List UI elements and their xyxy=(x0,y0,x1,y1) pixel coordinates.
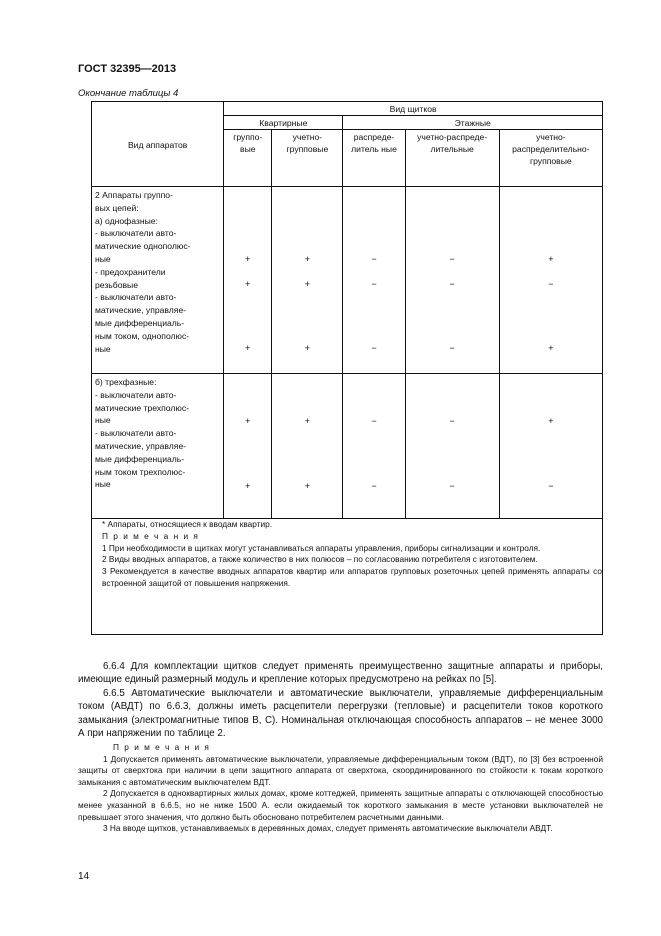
section-notes xyxy=(78,742,603,835)
paragraph-6-6-5: 6.6.5 Автоматические выключатели и автоматические выключатели, управляемые дифференциальным током (АВДТ) по 6.6.3, должны иметь расцепители перегрузки (тепловые) и расцепители токов короткого замыкания (электромагнитные типов В, С). Номинальная отключающая способность аппаратов – не менее 3000 А при напряжении по таблице 2. xyxy=(78,687,603,740)
standard-header: ГОСТ 32395—2013 xyxy=(78,63,177,75)
table-cell-mark: − xyxy=(449,343,455,353)
table-cell-mark: + xyxy=(548,254,554,264)
device-line: матические, управляе- xyxy=(95,305,187,316)
table-row xyxy=(92,374,603,519)
section-note-1: 1 Допускается применять автоматические выключатели, управляемые дифференциальным током (ВДТ), по [3] без встроенной защиты от сверхтока при наличии в цепи защитного аппарата от сверхтока, скоординированного по стойкости к токам короткого замыкания с автоматическим выключателем ВДТ. xyxy=(78,753,603,787)
col-header-group: группо- вые xyxy=(224,130,272,187)
col-header-metering-distribution: учетно-распреде- лительные xyxy=(405,130,499,187)
table-note-2: 2 Виды вводных аппаратов, а также количество в них полюсов – по согласованию потребителя с изготовителем. xyxy=(102,554,538,565)
table-notes xyxy=(92,519,603,635)
table-cell-mark: + xyxy=(245,254,251,264)
col-header-metering-group: учетно- групповые xyxy=(272,130,343,187)
device-line: резьбовые xyxy=(95,279,139,290)
device-line: ные xyxy=(95,415,111,426)
section-note-3: 3 На вводе щитков, устанавливаемых в деревянных домах, следует применять автоматические выключатели АВДТ. xyxy=(103,823,553,834)
floor-header: Этажные xyxy=(343,116,603,130)
table-cell-mark: − xyxy=(449,254,455,264)
device-line: а) однофазные: xyxy=(95,215,158,226)
device-line: ным током, однополюс- xyxy=(95,330,190,341)
row2-col1 xyxy=(224,374,272,519)
table-note-3: 3 Рекомендуется в качестве вводных аппаратов квартир или аппаратов групповых розеточных цепей применять аппараты со встроенной защитой от повышения напряжения. xyxy=(102,566,602,588)
row1-col5 xyxy=(499,187,602,374)
page-number: 14 xyxy=(78,871,90,882)
row1-text xyxy=(92,187,223,355)
row2-col5 xyxy=(499,374,602,519)
apartment-header: Квартирные xyxy=(224,116,343,130)
table-cell-mark: − xyxy=(449,416,455,426)
table-footnote: * Аппараты, относящиеся к вводам квартир. xyxy=(102,519,273,529)
row2-col3 xyxy=(343,374,405,519)
table-cell-mark: + xyxy=(304,254,310,264)
row2-text xyxy=(92,374,223,491)
table-cell-mark: − xyxy=(449,279,455,289)
device-line: ные xyxy=(95,479,111,490)
device-line: вых цепей: xyxy=(95,202,139,213)
table-cell-mark: + xyxy=(304,481,310,491)
table-cell-mark: − xyxy=(371,254,377,264)
paragraph-6-6-4: 6.6.4 Для комплектации щитков следует применять преимущественно защитные аппараты и приборы, имеющие единый размерный модуль и крепление которых предусмотрено на рейках по [5]. xyxy=(78,661,603,686)
row1-col4 xyxy=(405,187,499,374)
table-row xyxy=(92,187,603,374)
row1-col2 xyxy=(272,187,343,374)
body-text xyxy=(78,660,603,740)
table-cell-mark: − xyxy=(449,481,455,491)
table-cell-mark: + xyxy=(245,279,251,289)
section-note-2: 2 Допускается в одноквартирных жилых домах, кроме коттеджей, применять защитные аппараты с отключающей способностью менее указанной в 6.6.5, но не ниже 1500 А. если ожидаемый ток короткого замыкания в месте установки выключателей не превышает этого значения, что должно быть обосновано потребителем расчетными данными. xyxy=(78,788,603,822)
table-cell-mark: − xyxy=(548,481,554,491)
device-type-header: Вид аппаратов xyxy=(92,102,224,187)
table-notes-title: П р и м е ч а н и я xyxy=(102,530,200,541)
table-cell-mark: − xyxy=(371,343,377,353)
table-cell-mark: + xyxy=(245,481,251,491)
device-line: 2 Аппараты группо- xyxy=(95,190,173,200)
device-line: б) трехфазные: xyxy=(95,377,157,387)
device-line: матические, управляе- xyxy=(95,440,187,451)
table-cell-mark: + xyxy=(304,416,310,426)
table-cell-mark: + xyxy=(304,279,310,289)
table-cell-mark: − xyxy=(371,279,377,289)
table-cell-mark: − xyxy=(371,481,377,491)
row1-col3 xyxy=(343,187,405,374)
section-notes-title: П р и м е ч а н и я xyxy=(113,742,211,752)
table-note-1: 1 При необходимости в щитках могут устанавливаться аппараты управления, приборы сигнализации и контроля. xyxy=(102,542,541,553)
device-line: мые дифференциаль- xyxy=(95,453,185,464)
device-line: ные xyxy=(95,253,111,264)
device-line: - выключатели авто- xyxy=(95,292,177,303)
table-cell-mark: + xyxy=(245,343,251,353)
panel-type-header: Вид щитков xyxy=(224,102,603,116)
table-cell-mark: − xyxy=(371,416,377,426)
device-line: ным током трехполюс- xyxy=(95,466,186,477)
row2-col2 xyxy=(272,374,343,519)
col-header-metering-distribution-group: учетно- распределительно- групповые xyxy=(499,130,602,187)
col-header-distribution: распреде- литель ные xyxy=(343,130,405,187)
table-cell-mark: + xyxy=(245,416,251,426)
table-cell-mark: + xyxy=(304,343,310,353)
table-caption: Окончание таблицы 4 xyxy=(78,88,179,99)
devices-table xyxy=(91,101,603,635)
device-line: матические однополюс- xyxy=(95,241,191,252)
device-line: матические трехполюс- xyxy=(95,402,189,413)
row1-col1 xyxy=(224,187,272,374)
table-cell-mark: + xyxy=(548,416,554,426)
device-line: ные xyxy=(95,343,111,354)
device-line: мые дифференциаль- xyxy=(95,317,185,328)
device-line: - выключатели авто- xyxy=(95,228,177,239)
row2-col4 xyxy=(405,374,499,519)
table-cell-mark: + xyxy=(548,343,554,353)
device-line: - предохранители xyxy=(95,266,166,277)
device-line: - выключатели авто- xyxy=(95,428,177,439)
device-line: - выключатели авто- xyxy=(95,389,177,400)
table-cell-mark: − xyxy=(548,279,554,289)
